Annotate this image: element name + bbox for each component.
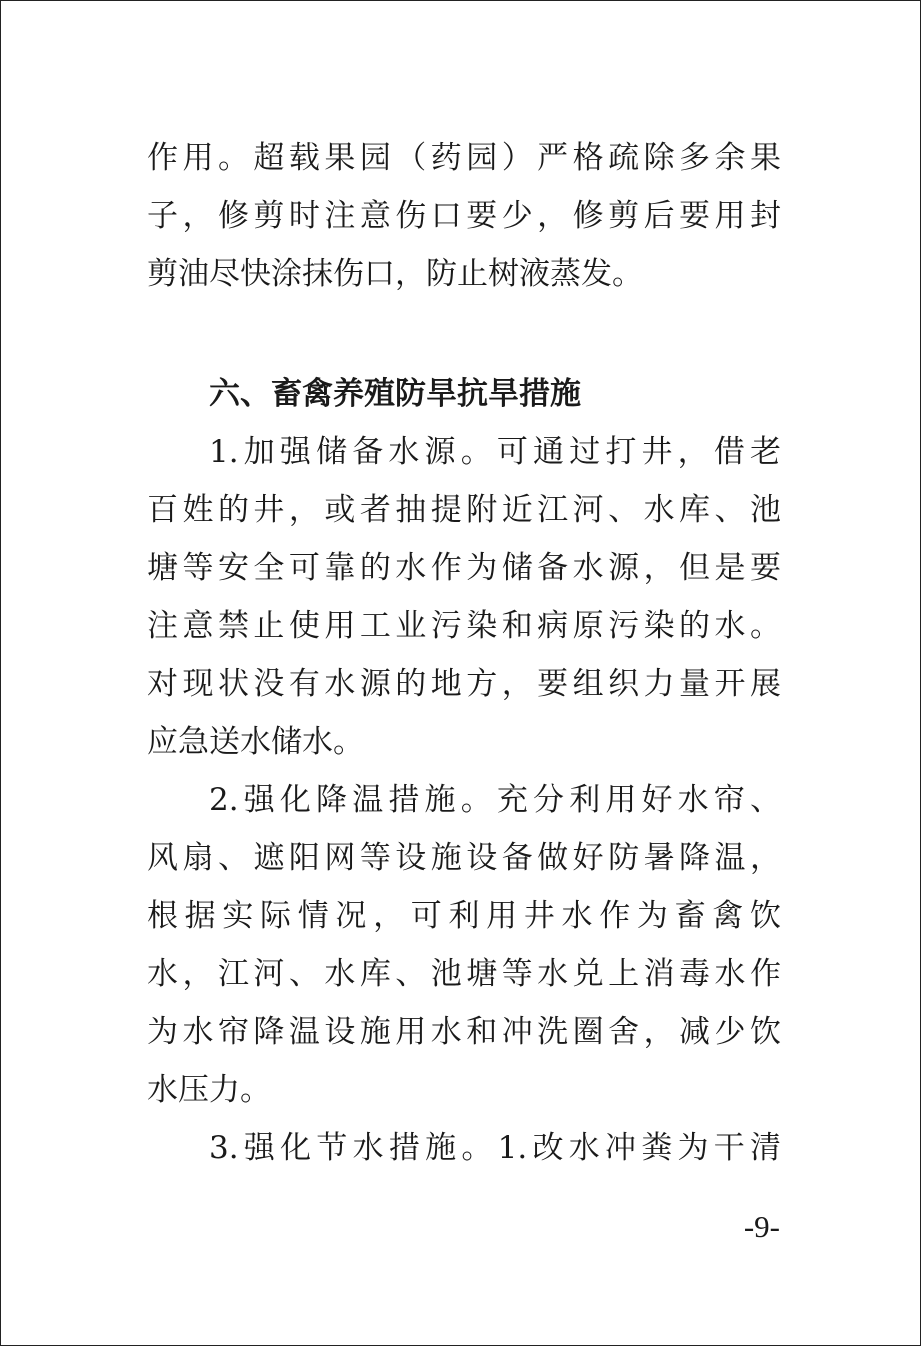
text-line: 应急送水储水。 [147, 724, 364, 760]
section-item-2 [147, 771, 781, 1119]
text-line: 作用。超载果园（药园）严格疏除多余果 [147, 140, 781, 176]
page-number: -9- [743, 1209, 780, 1244]
text-line: 水压力。 [147, 1072, 271, 1108]
continuation-paragraph [147, 129, 781, 303]
text-line: 百姓的井，或者抽提附近江河、水库、池 [147, 492, 781, 528]
text-line: 塘等安全可靠的水作为储备水源，但是要 [147, 550, 781, 586]
text-line: 2.强化降温措施。充分利用好水帘、 [209, 782, 781, 818]
text-line: 注意禁止使用工业污染和病原污染的水。 [147, 608, 781, 644]
text-line: 根据实际情况，可利用井水作为畜禽饮 [147, 898, 781, 934]
text-line: 风扇、遮阳网等设施设备做好防暑降温， [147, 840, 781, 876]
section-spacer [147, 303, 781, 365]
section-heading: 六、畜禽养殖防旱抗旱措施 [209, 376, 581, 412]
text-line: 剪油尽快涂抹伤口，防止树液蒸发。 [147, 256, 643, 292]
text-line: 子，修剪时注意伤口要少，修剪后要用封 [147, 198, 781, 234]
text-line: 水，江河、水库、池塘等水兑上消毒水作 [147, 956, 781, 992]
page-content [147, 129, 781, 1177]
text-line: 对现状没有水源的地方，要组织力量开展 [147, 666, 781, 702]
section-item-1 [147, 423, 781, 771]
section-item-3 [147, 1119, 781, 1177]
text-line: 3.强化节水措施。1.改水冲粪为干清 [209, 1130, 781, 1166]
text-line: 1.加强储备水源。可通过打井，借老 [209, 434, 781, 470]
text-line: 为水帘降温设施用水和冲洗圈舍，减少饮 [147, 1014, 781, 1050]
